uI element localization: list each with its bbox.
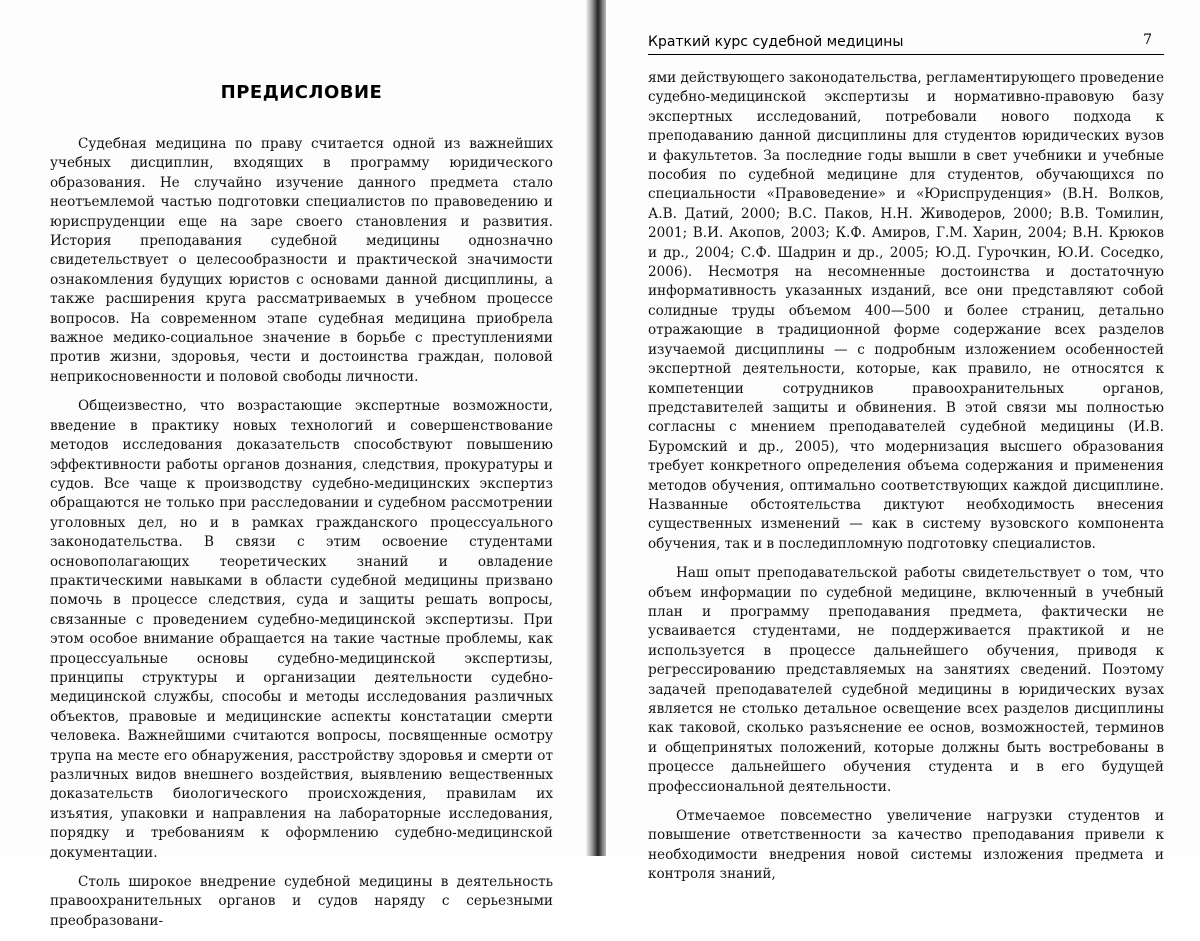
paragraph: Судебная медицина по праву считается одной из важнейших учебных дисциплин, входящих в программу юридического образования. Не случайно изучение данного предмета стало неотъемлемой частью подготовки специалистов по правоведению и юриспруденции еще на заре своего становления и развития. История преподавания судебной медицины однозначно свидетельствует о целесообразности и практической значимости ознакомления будущих юристов с основами данной дисциплины, а также расширения круга рассматриваемых в учебном процессе вопросов. На современном этапе судебная медицина приобрела важное медико-социальное значение в борьбе с преступлениями против жизни, здоровья, чести и достоинства граждан, половой неприкосновенности и половой свободы личности.: [50, 136, 553, 385]
right-page: [606, 0, 1200, 883]
running-head: [648, 28, 1164, 55]
paragraph: Наш опыт преподавательской работы свидетельствует о том, что объем информации по судебной медицине, включенный в учебный план и программу преподавания предмета, фактически не усваивается студентами, не поддерживается практикой и не используется в процессе дальнейшего обучения, приводя к регрессированию представляемых на занятиях сведений. Поэтому задачей преподавателей судебной медицины в юридических вузах является не столько детальное освещение всех разделов дисциплины как таковой, сколько разъяснение ее основ, возможностей, терминов и общепринятых положений, которые должны быть востребованы в процессе дальнейшего обучения студента и в его будущей профессиональной деятельности.: [648, 565, 1164, 795]
left-page: [0, 0, 590, 929]
chapter-title: ПРЕДИСЛОВИЕ: [220, 82, 383, 103]
paragraph: Столь широкое внедрение судебной медицины в деятельность правоохранительных органов и судов наряду с серьезными преобразовани-: [50, 874, 553, 929]
page-number: 7: [1143, 32, 1152, 48]
paragraph: Отмечаемое повсеместно увеличение нагрузки студентов и повышение ответственности за качество преподавания привели к необходимости внедрения новой системы изложения предмета и контроля знаний,: [648, 808, 1164, 883]
paragraph: Общеизвестно, что возрастающие экспертные возможности, введение в практику новых технологий и совершенствование методов исследования доказательств способствуют повышению эффективности работы органов дознания, следствия, прокуратуры и судов. Все чаще к производству судебно-медицинских экспертиз обращаются не только при расследовании и судебном рассмотрении уголовных дел, но и в рамках гражданского процессуального законодательства. В связи с этим освоение студентами основополагающих теоретических знаний и овладение практическими навыками в области судебной медицины призвано помочь в процессе следствия, суда и защиты решать вопросы, связанные с проведением судебно-медицинской экспертизы. При этом особое внимание обращается на такие частные проблемы, как процессуальные основы судебно-медицинской экспертизы, принципы структуры и организации деятельности судебно-медицинской службы, способы и методы исследования различных объектов, правовые и медицинские аспекты констатации смерти человека. Важнейшими считаются вопросы, посвященные осмотру трупа на месте его обнаружения, расстройству здоровья и смерти от различных видов внешнего воздействия, выявлению вещественных доказательств биологического происхождения, правилам их изъятия, упаковки и направления на лабораторные исследования, порядку и требованиям к оформлению судебно-медицинской документации.: [50, 398, 553, 861]
running-head-title: Краткий курс судебной медицины: [648, 34, 904, 50]
right-page-content: [648, 28, 1164, 895]
left-page-content: [50, 82, 553, 941]
paragraph: ями действующего законодательства, регламентирующего проведение судебно-медицинской экспертизы и нормативно-правовую базу экспертных исследований, потребовали нового подхода к преподаванию данной дисциплины для студентов юридических вузов и факультетов. За последние годы вышли в свет учебники и учебные пособия по судебной медицине для студентов, обучающихся по специальности «Правоведение» и «Юриспруденция» (В.Н. Волков, А.В. Датий, 2000; В.С. Паков, Н.Н. Живодеров, 2000; В.В. Томилин, 2001; В.И. Акопов, 2003; К.Ф. Амиров, Г.М. Харин, 2004; В.Н. Крюков и др., 2004; С.Ф. Шадрин и др., 2005; Ю.Д. Гурочкин, Ю.И. Соседко, 2006). Несмотря на несомненные достоинства и достаточную информативность указанных изданий, все они представляют собой солидные труды объемом 400—500 и более страниц, детально отражающие в традиционной форме содержание всех разделов изучаемой дисциплины — с подробным изложением особенностей экспертной деятельности, которые, как правило, не относятся к компетенции сотрудников правоохранительных органов, представителей защиты и обвинения. В этой связи мы полностью согласны с мнением преподавателей судебной медицины (И.В. Буромский и др., 2005), что модернизация высшего образования требует конкретного определения объема содержания и применения методов обучения, оптимально соответствующих каждой дисциплине. Названные обстоятельства диктуют необходимость внесения существенных изменений — как в систему вузовского компонента обучения, так и в последипломную подготовку специалистов.: [648, 70, 1164, 552]
